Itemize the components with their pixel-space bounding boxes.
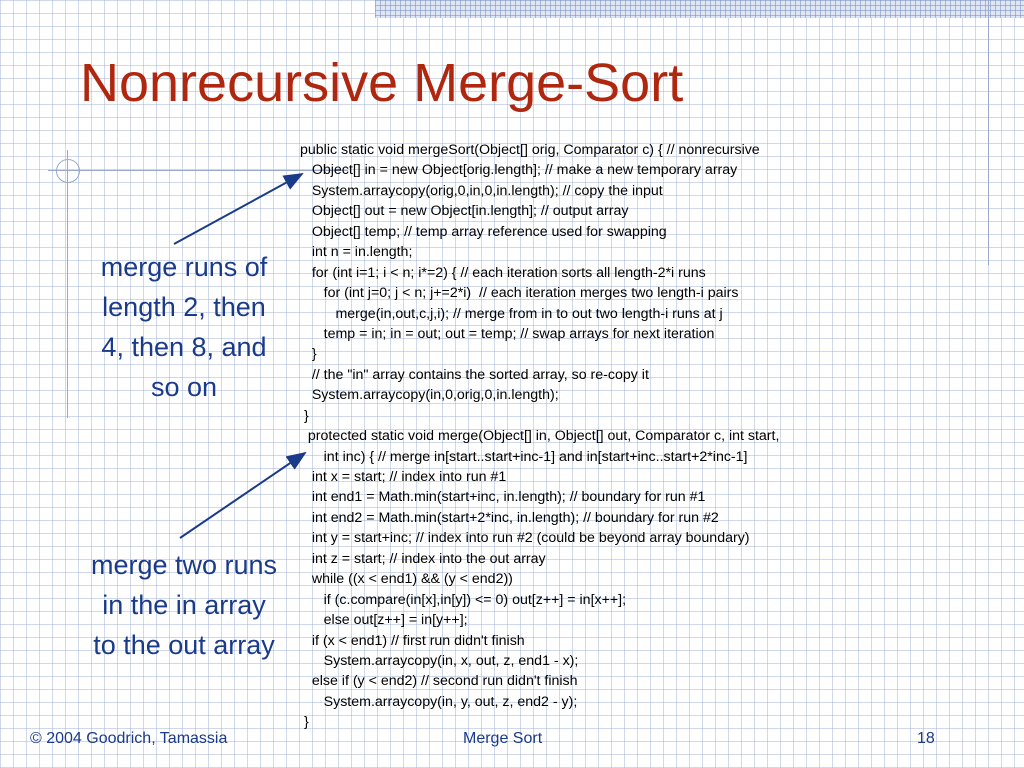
callout-line: so on [150,372,218,402]
code-line: int inc) { // merge in[start..start+inc-1] and in[start+inc..start+2*inc-1] [300,448,748,465]
callout-line: merge two runs [90,550,278,580]
code-line: System.arraycopy(in,0,orig,0,in.length); [300,387,559,404]
callout-line: length 2, then [102,292,266,322]
arrow-to-merge [180,453,305,538]
code-line: public static void mergeSort(Object[] orig, Comparator c) { // nonrecursive [300,142,760,158]
code-line: temp = in; in = out; out = temp; // swap arrays for next iteration [300,325,715,342]
callout-line: to the out array [93,630,275,660]
code-line: int y = start+inc; // index into run #2 (could be beyond array boundary) [300,530,750,547]
callout-line: in the in array [102,590,266,620]
code-line: Object[] in = new Object[orig.length]; // make a new temporary array [300,162,738,179]
code-line: else if (y < end2) // second run didn't finish [300,673,578,690]
code-line: } [300,407,309,424]
code-line: Object[] temp; // temp array reference used for swapping [300,223,667,240]
code-line: Object[] out = new Object[in.length]; // output array [300,203,629,220]
footer-topic: Merge Sort [463,730,543,747]
code-line: } [300,346,317,363]
code-line: System.arraycopy(in, x, out, z, end1 - x); [300,652,579,669]
code-line: int x = start; // index into run #1 [300,469,507,485]
code-line: else out[z++] = in[y++]; [300,612,468,629]
footer-page-number: 18 [917,730,935,747]
code-line: // the "in" array contains the sorted array, so re-copy it [300,366,649,383]
code-line: protected static void merge(Object[] in, Object[] out, Comparator c, int start, [300,428,780,445]
code-line: int end1 = Math.min(start+inc, in.length); // boundary for run #1 [300,489,706,506]
code-line: System.arraycopy(in, y, out, z, end2 - y); [300,693,578,710]
slide-title: Nonrecursive Merge-Sort [80,53,684,113]
code-line: if (c.compare(in[x],in[y]) <= 0) out[z++] = in[x++]; [300,591,627,608]
code-line: for (int j=0; j < n; j+=2*i) // each iteration merges two length-i pairs [300,285,739,302]
callout-line: merge runs of [100,252,268,282]
code-line: int end2 = Math.min(start+2*inc, in.length); // boundary for run #2 [300,509,719,526]
code-line: for (int i=1; i < n; i*=2) { // each iteration sorts all length-2*i runs [300,264,706,281]
code-line: if (x < end1) // first run didn't finish [300,632,525,649]
code-line: int z = start; // index into the out array [300,550,546,567]
code-line: System.arraycopy(orig,0,in,0,in.length); // copy the input [300,182,663,199]
code-line: while ((x < end1) && (y < end2)) [300,571,513,588]
footer-copyright: © 2004 Goodrich, Tamassia [30,730,228,747]
callout-line: 4, then 8, and [101,332,267,362]
code-line: int n = in.length; [300,244,413,261]
code-line: merge(in,out,c,j,i); // merge from in to out two length-i runs at j [300,305,723,322]
code-line: } [300,714,309,731]
arrow-to-mergesort [174,174,302,244]
